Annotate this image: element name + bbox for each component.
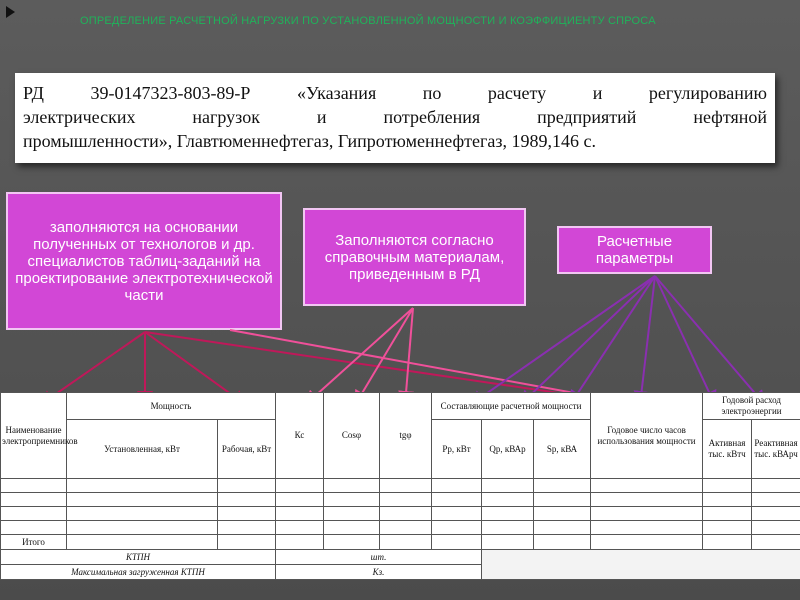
corner-marker	[6, 6, 15, 18]
reference-line-1: РД 39-0147323-803-89-Р «Указания по расчету и регулированию	[23, 83, 767, 103]
load-table	[0, 392, 800, 580]
ktpn-row	[1, 550, 800, 565]
max-ktpn-unit: Кз.	[276, 565, 482, 580]
header-name: Наименование электроприемников	[1, 393, 67, 479]
note-box-reference-materials: Заполняются согласно справочным материалам, приведенным в РД	[303, 208, 526, 306]
ktpn-unit: шт.	[276, 550, 482, 565]
table-row	[1, 493, 800, 507]
note-box-calculated-parameters: Расчетные параметры	[557, 226, 712, 274]
reference-line-2: электрических нагрузок и потребления предприятий нефтяной	[23, 107, 767, 127]
header-pp: Рр, кВт	[432, 420, 482, 479]
total-row	[1, 535, 800, 550]
header-installed: Установленная, кВт	[67, 420, 218, 479]
header-cos: Cosφ	[324, 393, 380, 479]
note-box-technologists: заполняются на основании полученных от технологов и др. специалистов таблиц-заданий на проектирование электротехнической части	[6, 192, 282, 330]
table-row	[1, 507, 800, 521]
max-ktpn-label: Максимальная загруженная КТПН	[1, 565, 276, 580]
header-reactive: Реактивная тыс. кВАрч	[752, 420, 800, 479]
total-label: Итого	[1, 535, 67, 550]
reference-line-3: промышленности», Главтюменнефтегаз, Гипротюменнефтегаз, 1989,146 с.	[23, 131, 596, 151]
ktpn-label: КТПН	[1, 550, 276, 565]
header-qp: Qр, кВАр	[482, 420, 534, 479]
header-working: Рабочая, кВт	[218, 420, 276, 479]
slide-title: ОПРЕДЕЛЕНИЕ РАСЧЕТНОЙ НАГРУЗКИ ПО УСТАНОВЛЕННОЙ МОЩНОСТИ И КОЭФФИЦИЕНТУ СПРОСА	[80, 15, 656, 27]
header-sp: Sр, кВА	[534, 420, 591, 479]
header-kc: Кс	[276, 393, 324, 479]
reference-box	[15, 73, 775, 163]
header-active: Активная тыс. кВтч	[703, 420, 752, 479]
header-annual: Годовой расход электроэнергии	[703, 393, 800, 420]
table-row	[1, 521, 800, 535]
header-hours: Годовое число часов использования мощности	[591, 393, 703, 479]
table-row	[1, 479, 800, 493]
header-power: Мощность	[67, 393, 276, 420]
header-tg: tgφ	[380, 393, 432, 479]
header-components: Составляющие расчетной мощности	[432, 393, 591, 420]
